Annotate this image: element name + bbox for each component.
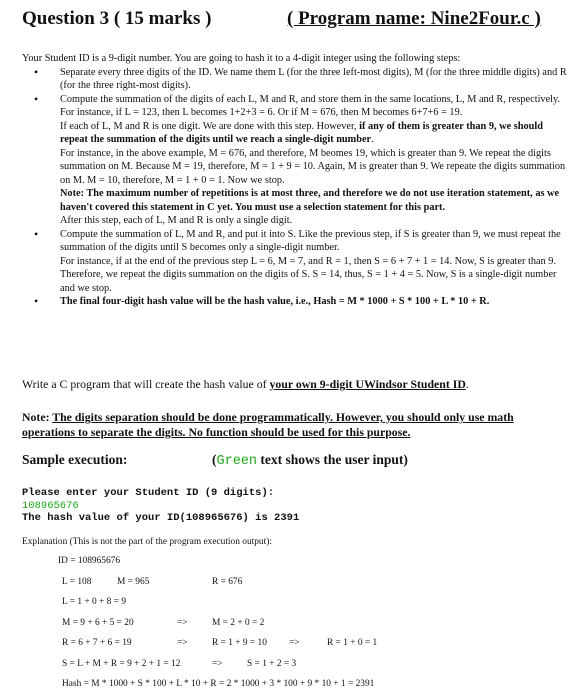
note-underlined: The digits separation should be done programmatically. However, you should only use math operations to separate the digits. No function should be used for this purpose. — [22, 410, 514, 439]
hint-open: ( — [212, 452, 217, 467]
intro-paragraph: Your Student ID is a 9-digit number. You are going to hash it to a 4-digit integer using the following steps: — [22, 53, 461, 64]
task-suffix: . — [465, 377, 469, 391]
step-digit-sum-example2: For instance, in the above example, M = 676, and therefore, M beomes 19, which is greater than 9. We repeat the digits summation on M. Because M = 19, therefore, M = 1 + 9 = 10. Again, M is greater than 9. We repeate the digits summation on M. M = 10, therefore, M = 1 + 0 = 1. Now we stop. — [60, 147, 566, 186]
explanation-l-sum: L = 1 + 0 + 8 = 9 — [62, 597, 127, 607]
steps-list — [22, 66, 567, 309]
step-digit-sum-rule — [60, 120, 567, 147]
explanation-s-sum: S = L + M + R = 9 + 2 + 1 = 12 — [62, 659, 181, 669]
sample-label: Sample execution: — [22, 452, 128, 467]
explanation-m-sum2: M = 2 + 0 = 2 — [212, 618, 265, 628]
rule-end: . — [371, 134, 374, 145]
console-output — [22, 487, 567, 525]
step-hash-text: The final four-digit hash value will be the hash value, i.e., Hash = M * 1000 + S * 100 + L * 10 + R. — [60, 296, 490, 307]
explanation-m-arrow: => — [177, 618, 188, 628]
explanation-m-sum: M = 9 + 6 + 5 = 20 — [62, 618, 134, 628]
console-result: The hash value of your ID(108965676) is 2391 — [22, 512, 300, 524]
note-prefix: Note: — [22, 410, 53, 424]
step-sum-s-example: For instance, if at the end of the previous step L = 6, M = 7, and R = 1, then S = 6 + 7 + 1 = 14. Now, S is greater than 9. Therefore, we repeat the digits summation on the digits of S. S = 14, thus, S = 1 + 4 = 5. Now, S is a single-digit number and we stop. — [60, 255, 557, 294]
console-prompt: Please enter your Student ID (9 digits): — [22, 487, 275, 499]
explanation-r-arrow2: => — [289, 638, 300, 648]
hint-rest: text shows the user input) — [257, 452, 408, 467]
instructions — [22, 52, 567, 309]
step-sum-s — [22, 228, 567, 296]
hint-green-word: Green — [216, 454, 258, 469]
step-separate-text: Separate every three digits of the ID. We name them L (for the three left-most digits), M (for the three middle digits) and R (for the three right-most digits). — [60, 66, 567, 91]
task-prefix: Write a C program that will create the hash value of — [22, 377, 270, 391]
question-title: Question 3 ( 15 marks ) — [22, 8, 212, 29]
step-hash — [22, 295, 567, 309]
explanation-s-arrow: => — [212, 659, 223, 669]
program-name: ( Program name: Nine2Four.c ) — [287, 8, 541, 29]
sample-hint — [212, 452, 408, 469]
step-digit-sum-text: • Compute the summation of the digits of each L, M and R, and store them in the same locations, L, M and R, respectively. — [60, 93, 561, 105]
step-separate — [22, 66, 567, 93]
step-digit-sum-after: After this step, each of L, M and R is only a single digit. — [60, 215, 293, 226]
separation-note — [22, 410, 567, 440]
explanation-r-sum2: R = 1 + 9 = 10 — [212, 638, 267, 648]
sample-execution-heading — [22, 452, 567, 472]
explanation-heading: Explanation (This is not the part of the program execution output): — [22, 537, 272, 547]
explanation-r-arrow: => — [177, 638, 188, 648]
task-underlined: your own 9-digit UWindsor Student ID — [269, 377, 466, 391]
step-sum-s-text: • Compute the summation of L, M and R, and put it into S. Like the previous step, if S is greater than 9, we must repeat the summation of the digits until S becomes only a single-digit number. — [60, 228, 561, 253]
rule-plain: If each of L, M and R is one digit. We are done with this step. However, — [60, 120, 360, 132]
explanation-r-sum: R = 6 + 7 + 6 = 19 — [62, 638, 132, 648]
repetition-note: Note: The maximum number of repetitions is at most three, and therefore we do not use iteration statement, as we haven't covered this statement in C yet. You must use a selection statement for this part. — [60, 188, 560, 213]
explanation-l: L = 108 — [62, 577, 92, 587]
console-user-input: 108965676 — [22, 499, 79, 512]
explanation-id: ID = 108965676 — [58, 556, 121, 566]
explanation-r: R = 676 — [212, 577, 243, 587]
step-digit-sum — [22, 93, 567, 228]
explanation-hash: Hash = M * 1000 + S * 100 + L * 10 + R = 2 * 1000 + 3 * 100 + 9 * 10 + 1 = 2391 — [62, 679, 375, 689]
explanation-s-sum2: S = 1 + 2 = 3 — [247, 659, 297, 669]
explanation-r-sum3: R = 1 + 0 = 1 — [327, 638, 378, 648]
step-digit-sum-example: For instance, if L = 123, then L becomes 1+2+3 = 6. Or if M = 676, then M becomes 6+7+6 = 19. — [60, 107, 463, 118]
task-statement — [22, 377, 567, 392]
explanation-m: M = 965 — [117, 577, 150, 587]
question-header — [22, 8, 567, 34]
rule-bold: if any of them is greater than 9, we should repeat the summation of the digits until we reach a single-digit number — [60, 120, 543, 145]
